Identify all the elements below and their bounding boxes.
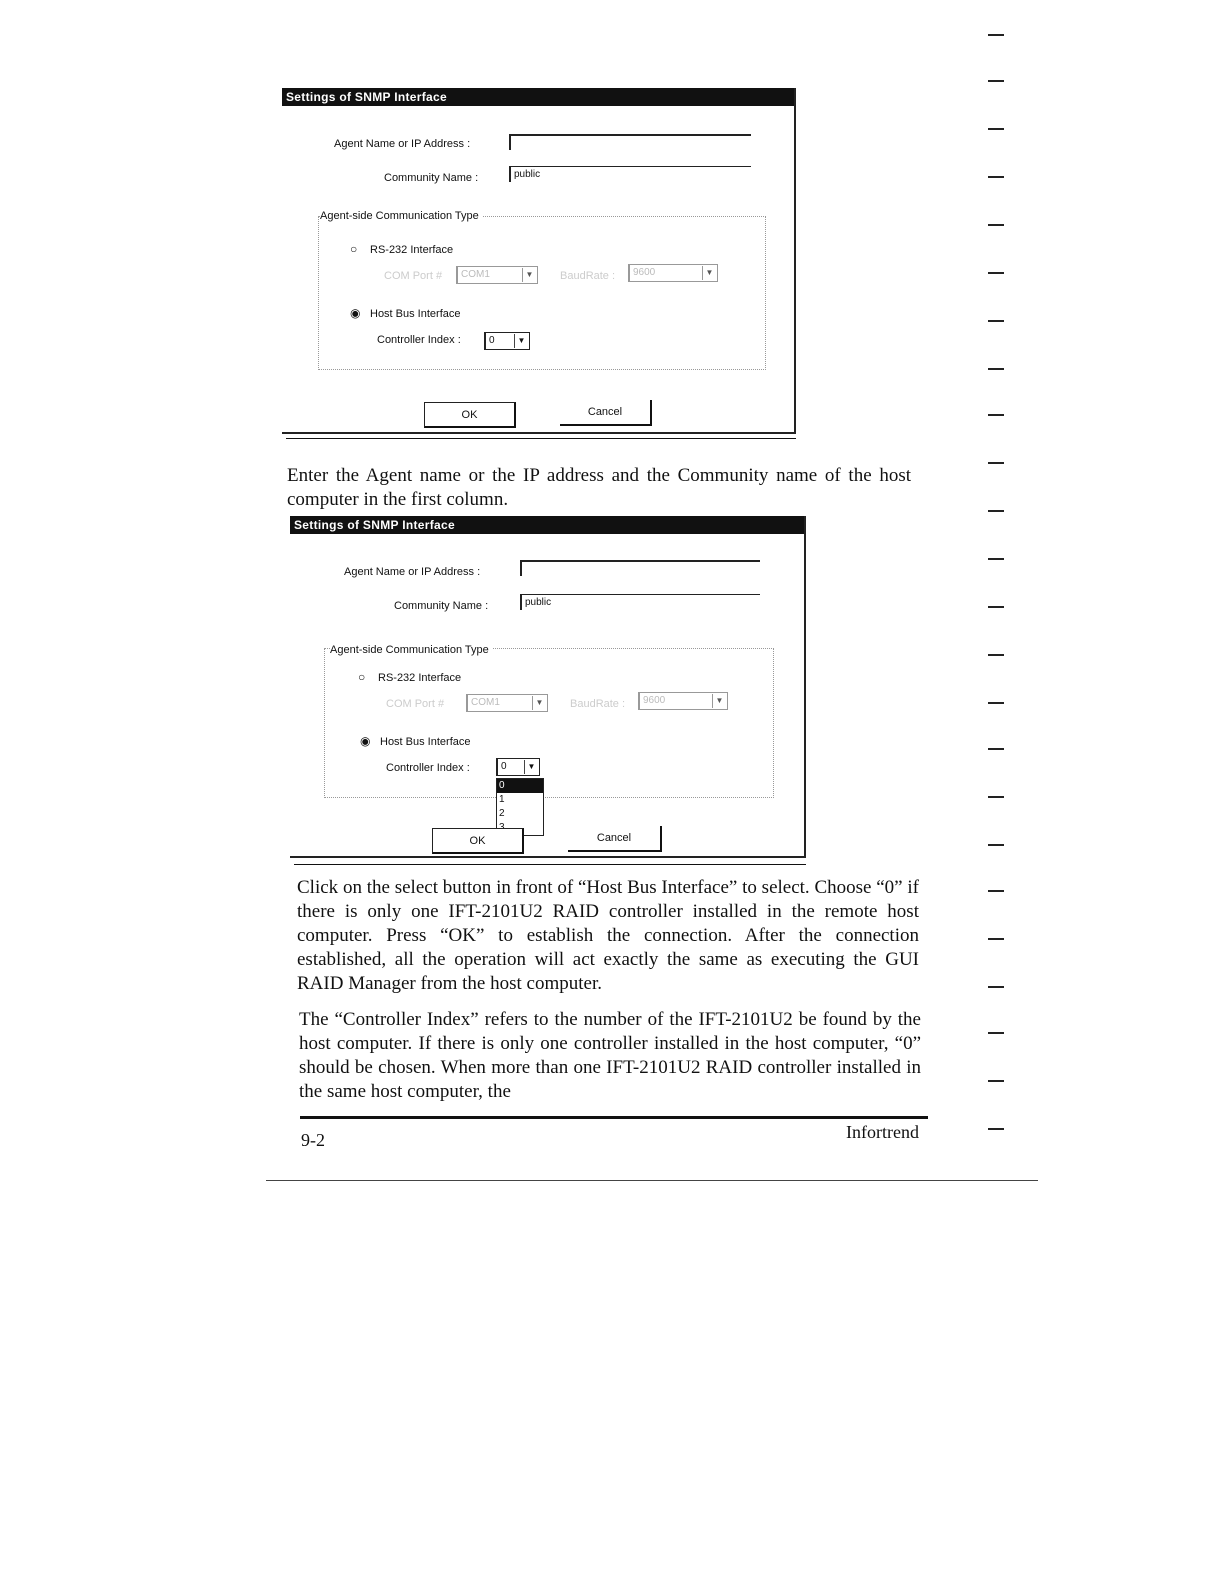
host-bus-radio[interactable]: ◉	[360, 734, 371, 748]
controller-index-select[interactable]: 0 ▼	[484, 332, 530, 350]
ok-button[interactable]: OK	[424, 402, 516, 428]
communication-type-group	[324, 648, 774, 798]
margin-tick	[988, 606, 1004, 608]
cancel-button[interactable]: Cancel	[560, 400, 652, 426]
margin-tick	[988, 128, 1004, 130]
margin-tick	[988, 1128, 1004, 1130]
chevron-down-icon: ▼	[532, 696, 546, 710]
agent-name-label: Agent Name or IP Address :	[344, 566, 481, 578]
chevron-down-icon: ▼	[702, 266, 716, 280]
margin-tick	[988, 462, 1004, 464]
rs232-radio[interactable]: ○	[350, 242, 358, 256]
footer-rule	[300, 1116, 928, 1119]
com-port-label: COM Port #	[384, 270, 443, 282]
snmp-dialog-1	[282, 88, 796, 434]
page-bottom-rule	[266, 1180, 1038, 1181]
margin-tick	[988, 654, 1004, 656]
agent-name-input[interactable]	[509, 134, 751, 150]
margin-tick	[988, 890, 1004, 892]
dialog1-baseline	[286, 438, 796, 439]
dropdown-option[interactable]: 2	[499, 808, 505, 819]
dialog-title: Settings of SNMP Interface	[290, 516, 804, 534]
chevron-down-icon: ▼	[514, 334, 528, 348]
rs232-label: RS-232 Interface	[370, 244, 454, 256]
margin-tick	[988, 748, 1004, 750]
agent-name-label: Agent Name or IP Address :	[334, 138, 471, 150]
margin-tick	[988, 34, 1004, 36]
community-name-label: Community Name :	[394, 600, 489, 612]
communication-type-label: Agent-side Communication Type	[320, 210, 482, 222]
margin-tick	[988, 796, 1004, 798]
community-name-input[interactable]: public	[509, 166, 751, 182]
margin-tick	[988, 510, 1004, 512]
baud-rate-label: BaudRate :	[560, 270, 616, 282]
dropdown-option[interactable]: 0	[497, 779, 543, 793]
brand-name: Infortrend	[846, 1122, 919, 1142]
controller-index-label: Controller Index :	[377, 334, 461, 346]
rs232-radio[interactable]: ○	[358, 670, 366, 684]
community-name-label: Community Name :	[384, 172, 479, 184]
margin-tick	[988, 558, 1004, 560]
margin-tick	[988, 176, 1004, 178]
margin-tick	[988, 80, 1004, 82]
cancel-button[interactable]: Cancel	[568, 826, 662, 852]
com-port-select: COM1 ▼	[456, 266, 538, 284]
host-bus-label: Host Bus Interface	[370, 308, 461, 320]
dialog2-baseline	[294, 864, 806, 865]
host-bus-label: Host Bus Interface	[380, 736, 471, 748]
ok-button[interactable]: OK	[432, 828, 524, 854]
chevron-down-icon: ▼	[712, 694, 726, 708]
baud-rate-select: 9600 ▼	[628, 264, 718, 282]
controller-index-label: Controller Index :	[386, 762, 470, 774]
margin-tick	[988, 844, 1004, 846]
dialog-title: Settings of SNMP Interface	[282, 88, 794, 106]
margin-tick	[988, 368, 1004, 370]
communication-type-group	[318, 216, 766, 370]
community-name-input[interactable]: public	[520, 594, 760, 610]
snmp-dialog-2	[290, 516, 806, 858]
margin-tick	[988, 320, 1004, 322]
margin-tick	[988, 702, 1004, 704]
agent-name-input[interactable]	[520, 560, 760, 576]
margin-tick	[988, 938, 1004, 940]
baud-rate-select: 9600 ▼	[638, 692, 728, 710]
margin-tick	[988, 986, 1004, 988]
host-bus-radio[interactable]: ◉	[350, 306, 361, 320]
dropdown-option[interactable]: 1	[499, 794, 505, 805]
margin-tick	[988, 224, 1004, 226]
page-number: 9-2	[301, 1130, 325, 1150]
com-port-select: COM1 ▼	[466, 694, 548, 712]
rs232-label: RS-232 Interface	[378, 672, 462, 684]
chevron-down-icon: ▼	[522, 268, 536, 282]
communication-type-label: Agent-side Communication Type	[330, 644, 492, 656]
baud-rate-label: BaudRate :	[570, 698, 626, 710]
margin-tick	[988, 1080, 1004, 1082]
margin-tick	[988, 272, 1004, 274]
margin-tick	[988, 414, 1004, 416]
com-port-label: COM Port #	[386, 698, 445, 710]
paragraph-1: Enter the Agent name or the IP address and the Community name of the host computer in the first column.	[287, 465, 911, 510]
controller-index-select[interactable]: 0 ▼	[496, 758, 540, 776]
chevron-down-icon: ▼	[524, 760, 538, 774]
margin-tick	[988, 1032, 1004, 1034]
paragraph-3: The “Controller Index” refers to the number of the IFT-2101U2 be found by the host computer. If there is only one controller installed in the host computer, “0” should be chosen. When more than one IFT-2101U2 RAID controller installed in the same host computer, the	[299, 1009, 921, 1102]
paragraph-2: Click on the select button in front of “Host Bus Interface” to select. Choose “0” if there is only one IFT-2101U2 RAID controller installed in the remote host computer. Press “OK” to establish the connection. After the connection established, all the operation will act exactly the same as executing the GUI RAID Manager from the host computer.	[297, 877, 919, 994]
